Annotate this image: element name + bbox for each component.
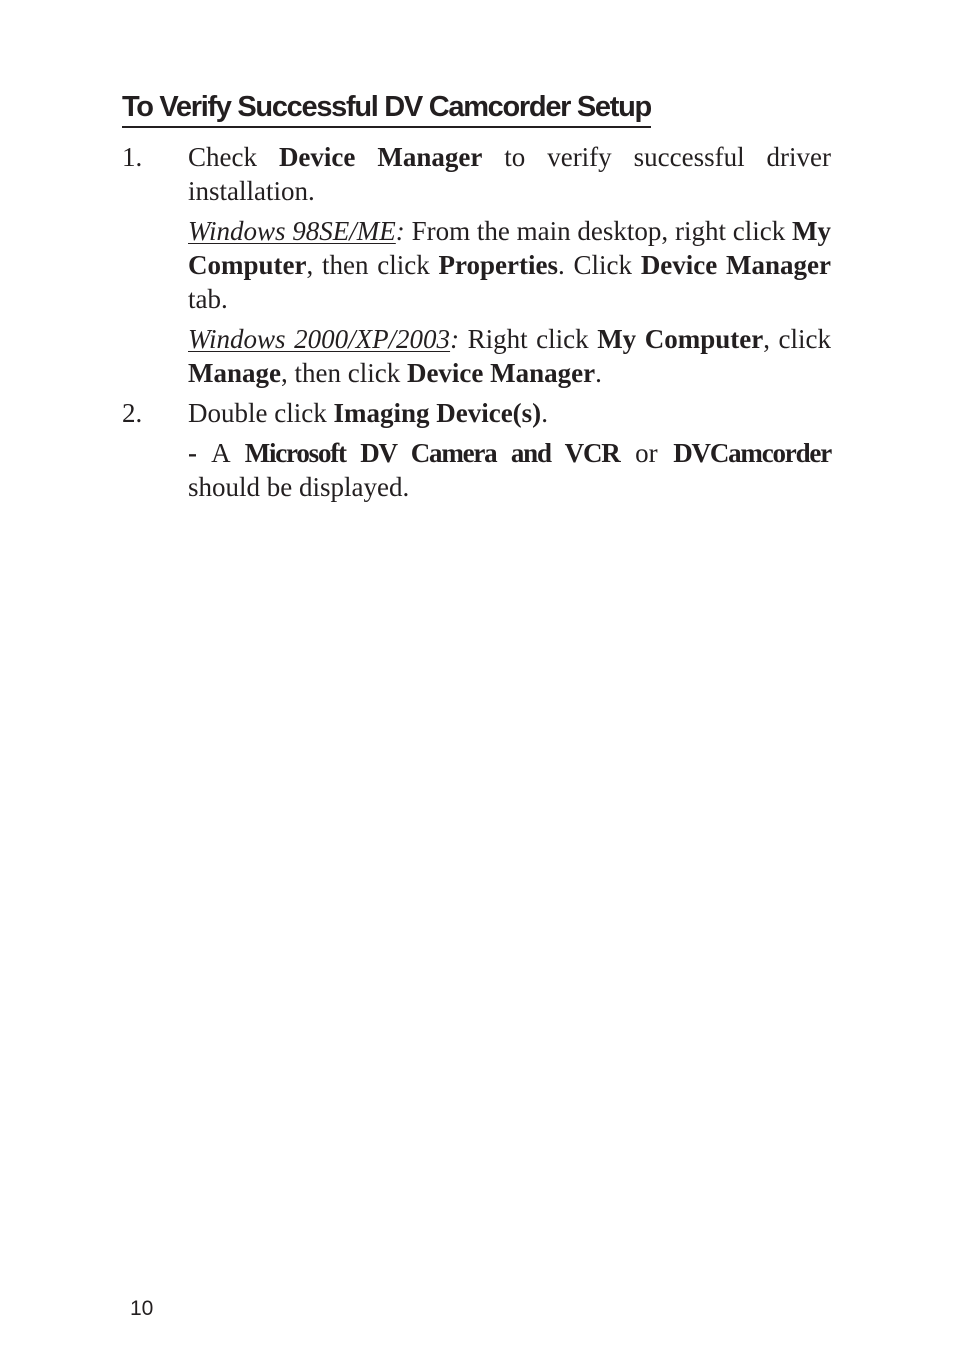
text: . Click <box>558 250 641 280</box>
step-1 <box>122 140 831 390</box>
bold-term: Microsoft DV Camera and VCR <box>244 438 620 468</box>
bold-term: Device Manager <box>278 142 483 172</box>
win2000-instructions <box>188 322 831 390</box>
bold-term: Manage <box>188 358 281 388</box>
bold-term: Device Manager <box>640 250 832 280</box>
dash: - <box>188 438 197 468</box>
text: should be displayed. <box>188 472 410 502</box>
text: Double click <box>188 398 334 428</box>
text: tab. <box>188 284 228 314</box>
text: A <box>197 438 245 468</box>
text: Right click <box>459 324 598 354</box>
colon: : <box>395 216 405 246</box>
text: to verify successful driver installation. <box>188 142 832 206</box>
bold-term: Device Manager <box>406 358 596 388</box>
step-2 <box>122 396 831 504</box>
bold-term: DVCamcorder <box>673 438 831 468</box>
step-2-intro <box>188 396 831 430</box>
os-label: Windows 2000/XP/2003 <box>188 324 451 354</box>
step-1-intro <box>188 140 831 208</box>
bold-term: My Computer <box>188 216 831 280</box>
bold-term: Imaging Device(s) <box>333 398 542 428</box>
page-number: 10 <box>130 1297 154 1320</box>
text: , click <box>763 324 831 354</box>
text: , then click <box>280 358 407 388</box>
text: . <box>541 398 548 428</box>
instructions <box>122 140 831 504</box>
step-number: 1. <box>122 142 143 172</box>
step-2-note <box>188 436 831 504</box>
text: , then click <box>306 250 439 280</box>
text: Check <box>188 142 279 172</box>
win98-instructions <box>188 214 831 316</box>
os-label: Windows 98SE/ME <box>188 216 396 246</box>
text: or <box>619 438 674 468</box>
bold-term: My Computer <box>597 324 764 354</box>
bold-term: Properties <box>438 250 558 280</box>
colon: : <box>450 324 460 354</box>
text: From the main desktop, right click <box>404 216 793 246</box>
text: . <box>595 358 602 388</box>
section-heading: To Verify Successful DV Camcorder Setup <box>122 88 651 128</box>
step-number: 2. <box>122 398 143 428</box>
